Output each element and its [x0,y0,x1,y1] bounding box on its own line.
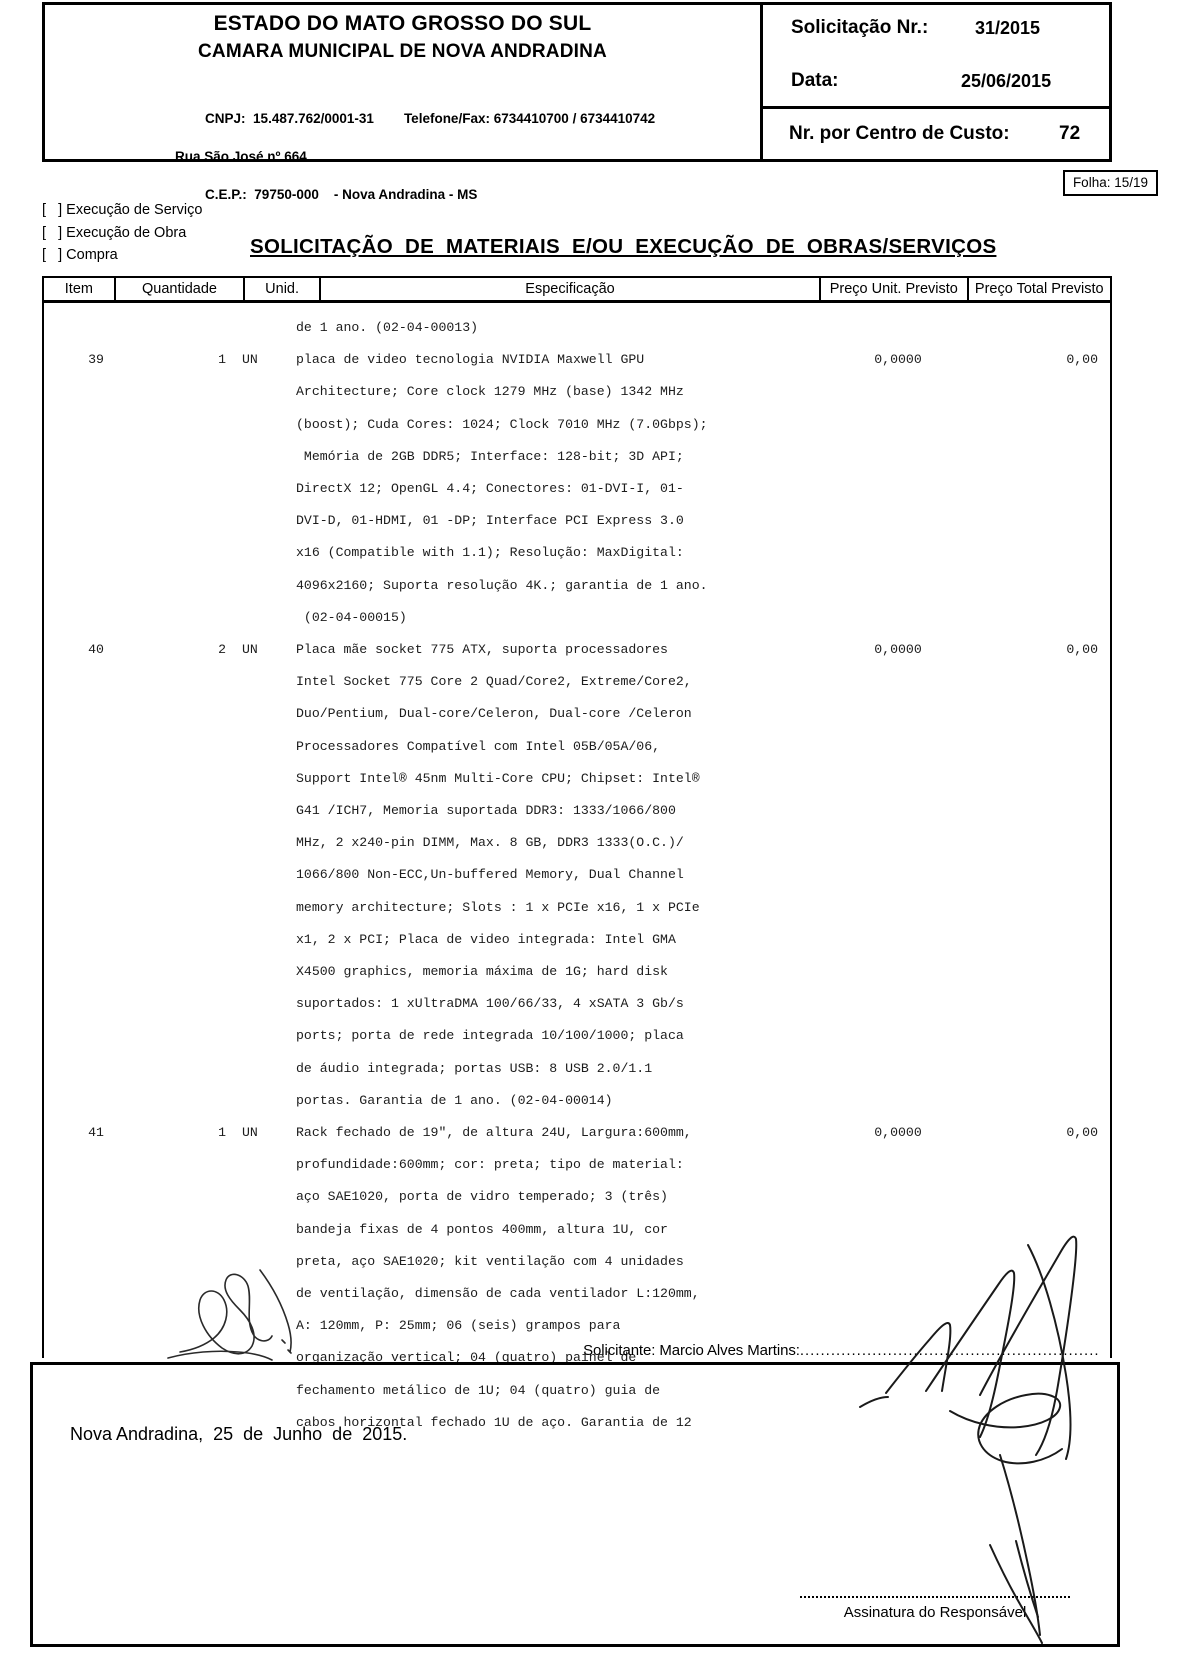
solicitante-dotted-fill: .......................................................... [799,1342,1100,1359]
checkbox-execucao-servico[interactable]: [ ] Execução de Serviço [42,202,203,218]
header-meta-bottom [763,109,1109,160]
signature-label: Assinatura do Responsável [843,1604,1027,1621]
table-row-spec-line: Placa mãe socket 775 ATX, suporta processadores [296,642,668,657]
signature-line [800,1596,1070,1598]
table-row-spec-line: organização vertical; 04 (quatro) painel de [296,1350,637,1366]
table-row-spec-line: Duo/Pentium, Dual-core/Celeron, Dual-core /Celeron [296,706,692,722]
checkbox-compra[interactable]: [ ] Compra [42,247,118,263]
table-header-row [42,276,1112,303]
table-row-total-price: 0,00 [1066,642,1098,657]
solicitacao-value: 31/2015 [975,18,1041,38]
table-row-quantity: 2 [218,642,226,657]
table-row-spec-line: (02-04-00015) [296,609,407,625]
column-header-unidade: Unid. [245,278,321,300]
table-row-total-price: 0,00 [1066,352,1098,368]
table-row-spec-line: de ventilação, dimensão de cada ventilador L:120mm, [296,1286,700,1301]
header-meta-block [763,5,1109,159]
cnpj-value: 15.487.762/0001-31 [253,111,374,126]
cep-label: C.E.P.: [205,187,247,202]
footer-city-date: Nova Andradina, 25 de Junho de 2015. [70,1424,408,1444]
table-row-spec-line: bandeja fixas de 4 pontos 400mm, altura 1U, cor [296,1221,668,1237]
table-row-spec-line: x16 (Compatible with 1.1); Resolução: MaxDigital: [296,545,684,561]
table-row-spec-line: de áudio integrada; portas USB: 8 USB 2.0/1.1 [296,1060,653,1076]
solicitante-label: Solicitante: Marcio Alves Martins: [583,1342,800,1359]
table-row-item-number: 39 [88,352,104,368]
request-type-checkboxes [42,199,202,267]
table-row-spec-line: 4096x2160; Suporta resolução 4K.; garantia de 1 ano. [296,577,708,593]
table-row-spec-line: (boost); Cuda Cores: 1024; Clock 7010 MHz (7.0Gbps); [296,416,708,432]
solicitante-line [575,1325,1100,1359]
table-row-quantity: 1 [218,1125,226,1140]
table-row-spec-line: DVI-D, 01-HDMI, 01 -DP; Interface PCI Express 3.0 [296,513,684,529]
organization-state: ESTADO DO MATO GROSSO DO SUL [213,12,592,35]
header-organization-block [45,5,763,202]
organization-name: CAMARA MUNICIPAL DE NOVA ANDRADINA [198,41,607,62]
page-number-badge: Folha: 15/19 [1063,170,1158,196]
table-row-spec-line: ports; porta de rede integrada 10/100/1000; placa [296,1028,684,1044]
table-row-spec-line: X4500 graphics, memoria máxima de 1G; hard disk [296,964,668,979]
table-row-spec-line: cabos horizontal fechado 1U de aço. Garantia de 12 [296,1414,692,1430]
organization-contact-details [175,90,655,223]
centro-custo-value: 72 [1059,123,1081,144]
table-row-item-number: 41 [88,1125,104,1140]
table-row-spec-line: DirectX 12; OpenGL 4.4; Conectores: 01-DVI-I, 01- [296,481,684,496]
table-row-spec-line: G41 /ICH7, Memoria suportada DDR3: 1333/1066/800 [296,803,676,818]
table-continued-spec-line: de 1 ano. (02-04-00013) [296,320,479,335]
table-row-total-price: 0,00 [1066,1125,1098,1140]
table-row-spec-line: placa de video tecnologia NVIDIA Maxwell GPU [296,352,645,368]
centro-custo-label: Nr. por Centro de Custo: [789,123,1010,144]
table-row-spec-line: Architecture; Core clock 1279 MHz (base) 1342 MHz [296,384,684,400]
table-row-spec-line: Memória de 2GB DDR5; Interface: 128-bit; 3D API; [296,448,684,464]
table-row-spec-line: profundidade:600mm; cor: preta; tipo de material: [296,1157,684,1173]
table-row-item-number: 40 [88,642,104,657]
table-row-unit: UN [242,642,258,657]
table-row-spec-line: suportados: 1 xUltraDMA 100/66/33, 4 xSATA 3 Gb/s [296,996,684,1012]
table-row-spec-line: A: 120mm, P: 25mm; 06 (seis) grampos para [296,1318,621,1334]
table-row-quantity: 1 [218,352,226,368]
checkbox-execucao-obra[interactable]: [ ] Execução de Obra [42,224,187,241]
table-row-spec-line: Processadores Compatível com Intel 05B/05A/06, [296,738,661,754]
items-table [42,276,1112,1430]
cnpj-label: CNPJ: [205,111,246,126]
table-row-spec-line: fechamento metálico de 1U; 04 (quatro) guia de [296,1382,661,1398]
table-row-unit-price: 0,0000 [874,642,922,657]
solicitacao-label: Solicitação Nr.: [791,17,929,38]
page-title: SOLICITAÇÃO DE MATERIAIS E/OU EXECUÇÃO DE OBRAS/SERVIÇOS [250,235,997,258]
column-header-preco-total: Preço Total Previsto [974,281,1104,297]
phone-label: Telefone/Fax: [403,111,490,126]
data-value: 25/06/2015 [961,71,1052,91]
data-label: Data: [791,70,839,91]
table-row-unit-price: 0,0000 [874,1125,922,1140]
table-row-spec-line: Rack fechado de 19", de altura 24U, Largura:600mm, [296,1125,692,1140]
table-row-spec-line: aço SAE1020, porta de vidro temperado; 3 (três) [296,1189,668,1205]
header-meta-top [763,5,1109,109]
table-body [42,303,1112,1430]
table-row-spec-line: 1066/800 Non-ECC,Un-buffered Memory, Dual Channel [296,867,684,883]
table-row-unit: UN [242,352,258,368]
phone-value: 6734410700 / 6734410742 [493,111,656,126]
table-row-spec-line: x1, 2 x PCI; Placa de video integrada: Intel GMA [296,931,676,947]
table-row-spec-line: memory architecture; Slots : 1 x PCIe x16, 1 x PCIe [296,899,700,915]
column-header-item: Item [44,278,116,300]
column-header-quantidade: Quantidade [116,278,246,300]
table-row-unit-price: 0,0000 [874,352,922,368]
city-state: - Nova Andradina - MS [333,187,478,202]
column-header-preco-unitario: Preço Unit. Previsto [821,278,968,300]
table-row-spec-line: Intel Socket 775 Core 2 Quad/Core2, Extreme/Core2, [296,674,692,690]
table-row-spec-line: portas. Garantia de 1 ano. (02-04-00014) [296,1092,613,1108]
table-row-spec-line: MHz, 2 x240-pin DIMM, Max. 8 GB, DDR3 1333(O.C.)/ [296,835,684,851]
table-row-unit: UN [242,1125,258,1140]
column-header-especificacao: Especificação [321,278,821,300]
cep-value: 79750-000 [254,187,319,202]
table-row-spec-line: Support Intel® 45nm Multi-Core CPU; Chipset: Intel® [296,770,700,786]
table-row-spec-line: preta, aço SAE1020; kit ventilação com 4 unidades [296,1253,684,1269]
address-line: Rua São José nº 664 [175,149,307,164]
